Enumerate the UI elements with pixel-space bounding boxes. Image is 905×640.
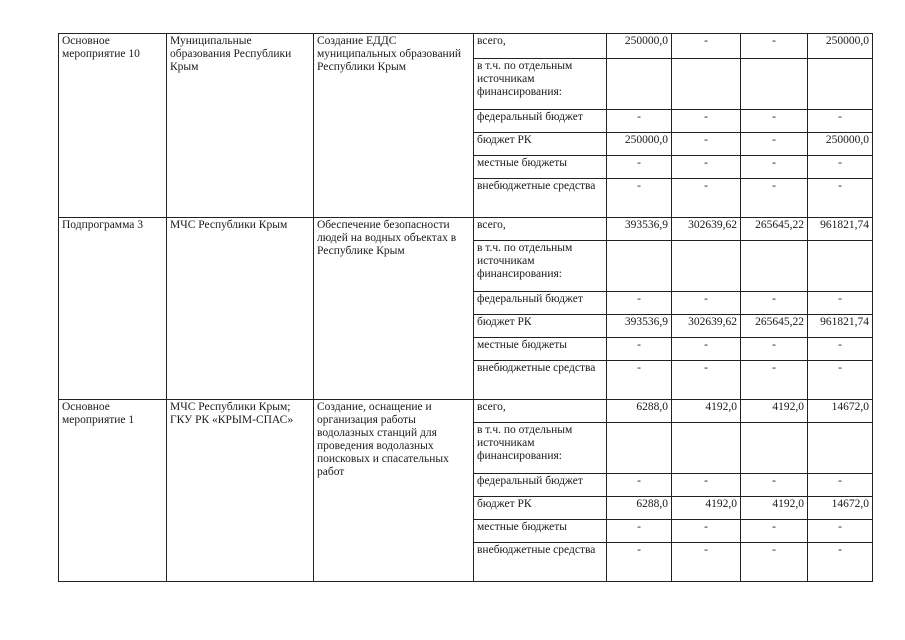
amount-cell: - bbox=[672, 110, 741, 133]
amount-cell: - bbox=[741, 520, 808, 543]
amount-cell: 250000,0 bbox=[808, 133, 873, 156]
amount-cell: 250000,0 bbox=[808, 34, 873, 59]
responsible-executor: МЧС Республики Крым; ГКУ РК «КРЫМ-СПАС» bbox=[167, 400, 314, 582]
funding-source: федеральный бюджет bbox=[474, 474, 607, 497]
amount-cell: - bbox=[607, 361, 672, 400]
amount-cell: - bbox=[672, 156, 741, 179]
amount-cell: - bbox=[672, 474, 741, 497]
amount-cell: - bbox=[741, 292, 808, 315]
amount-cell: - bbox=[808, 474, 873, 497]
amount-cell bbox=[741, 59, 808, 110]
amount-cell bbox=[741, 423, 808, 474]
funding-source: всего, bbox=[474, 400, 607, 423]
amount-cell: - bbox=[607, 156, 672, 179]
amount-cell: - bbox=[741, 543, 808, 582]
amount-cell: - bbox=[672, 338, 741, 361]
responsible-executor: Муниципальные образования Республики Крым bbox=[167, 34, 314, 218]
amount-cell: - bbox=[741, 156, 808, 179]
amount-cell bbox=[808, 423, 873, 474]
amount-cell: 250000,0 bbox=[607, 34, 672, 59]
amount-cell: 265645,22 bbox=[741, 315, 808, 338]
amount-cell: - bbox=[607, 520, 672, 543]
amount-cell: 6288,0 bbox=[607, 400, 672, 423]
measure-name: Основное мероприятие 1 bbox=[59, 400, 167, 582]
amount-cell: - bbox=[808, 110, 873, 133]
funding-source: в т.ч. по отдельным источникам финансирования: bbox=[474, 241, 607, 292]
amount-cell: - bbox=[808, 520, 873, 543]
amount-cell: - bbox=[741, 474, 808, 497]
funding-source: всего, bbox=[474, 218, 607, 241]
amount-cell: 4192,0 bbox=[672, 497, 741, 520]
funding-source: внебюджетные средства bbox=[474, 361, 607, 400]
funding-source: федеральный бюджет bbox=[474, 292, 607, 315]
funding-source: всего, bbox=[474, 34, 607, 59]
amount-cell: 14672,0 bbox=[808, 497, 873, 520]
amount-cell: - bbox=[607, 474, 672, 497]
amount-cell: - bbox=[607, 179, 672, 218]
amount-cell: - bbox=[808, 543, 873, 582]
amount-cell: - bbox=[607, 543, 672, 582]
amount-cell: 961821,74 bbox=[808, 315, 873, 338]
amount-cell bbox=[808, 59, 873, 110]
funding-source: местные бюджеты bbox=[474, 156, 607, 179]
amount-cell: - bbox=[672, 361, 741, 400]
amount-cell: - bbox=[741, 338, 808, 361]
amount-cell: - bbox=[672, 179, 741, 218]
funding-source: местные бюджеты bbox=[474, 520, 607, 543]
amount-cell bbox=[672, 241, 741, 292]
table-row bbox=[59, 400, 873, 423]
amount-cell: - bbox=[672, 34, 741, 59]
amount-cell: 961821,74 bbox=[808, 218, 873, 241]
table-row bbox=[59, 218, 873, 241]
funding-source: внебюджетные средства bbox=[474, 543, 607, 582]
amount-cell: 4192,0 bbox=[741, 497, 808, 520]
funding-source: в т.ч. по отдельным источникам финансирования: bbox=[474, 59, 607, 110]
amount-cell bbox=[808, 241, 873, 292]
measure-goal: Создание ЕДДС муниципальных образований Республики Крым bbox=[314, 34, 474, 218]
amount-cell: - bbox=[808, 361, 873, 400]
amount-cell bbox=[741, 241, 808, 292]
amount-cell: 302639,62 bbox=[672, 218, 741, 241]
amount-cell: - bbox=[808, 179, 873, 218]
table-row bbox=[59, 34, 873, 59]
funding-source: федеральный бюджет bbox=[474, 110, 607, 133]
amount-cell bbox=[672, 423, 741, 474]
amount-cell: - bbox=[672, 133, 741, 156]
amount-cell: - bbox=[741, 361, 808, 400]
funding-source: внебюджетные средства bbox=[474, 179, 607, 218]
amount-cell: - bbox=[741, 133, 808, 156]
measure-goal: Создание, оснащение и организация работы водолазных станций для проведения водолазных поисковых и спасательных работ bbox=[314, 400, 474, 582]
amount-cell: - bbox=[672, 292, 741, 315]
amount-cell: - bbox=[607, 110, 672, 133]
amount-cell: 393536,9 bbox=[607, 315, 672, 338]
amount-cell: - bbox=[741, 110, 808, 133]
amount-cell: - bbox=[808, 292, 873, 315]
amount-cell: 265645,22 bbox=[741, 218, 808, 241]
amount-cell: - bbox=[672, 520, 741, 543]
amount-cell: 393536,9 bbox=[607, 218, 672, 241]
funding-table bbox=[58, 33, 873, 582]
measure-name: Подпрограмма 3 bbox=[59, 218, 167, 400]
amount-cell: - bbox=[741, 34, 808, 59]
table-body bbox=[59, 34, 873, 582]
amount-cell: 14672,0 bbox=[808, 400, 873, 423]
amount-cell: - bbox=[672, 543, 741, 582]
amount-cell: - bbox=[607, 292, 672, 315]
funding-source: местные бюджеты bbox=[474, 338, 607, 361]
amount-cell: - bbox=[808, 156, 873, 179]
amount-cell bbox=[607, 241, 672, 292]
funding-source: бюджет РК bbox=[474, 497, 607, 520]
amount-cell: 302639,62 bbox=[672, 315, 741, 338]
amount-cell: 6288,0 bbox=[607, 497, 672, 520]
amount-cell: 4192,0 bbox=[672, 400, 741, 423]
amount-cell bbox=[607, 423, 672, 474]
amount-cell: 4192,0 bbox=[741, 400, 808, 423]
funding-source: бюджет РК bbox=[474, 133, 607, 156]
amount-cell: - bbox=[607, 338, 672, 361]
funding-source: в т.ч. по отдельным источникам финансирования: bbox=[474, 423, 607, 474]
funding-source: бюджет РК bbox=[474, 315, 607, 338]
responsible-executor: МЧС Республики Крым bbox=[167, 218, 314, 400]
measure-goal: Обеспечение безопасности людей на водных объектах в Республике Крым bbox=[314, 218, 474, 400]
amount-cell: 250000,0 bbox=[607, 133, 672, 156]
amount-cell bbox=[672, 59, 741, 110]
amount-cell: - bbox=[741, 179, 808, 218]
measure-name: Основное мероприятие 10 bbox=[59, 34, 167, 218]
amount-cell: - bbox=[808, 338, 873, 361]
amount-cell bbox=[607, 59, 672, 110]
